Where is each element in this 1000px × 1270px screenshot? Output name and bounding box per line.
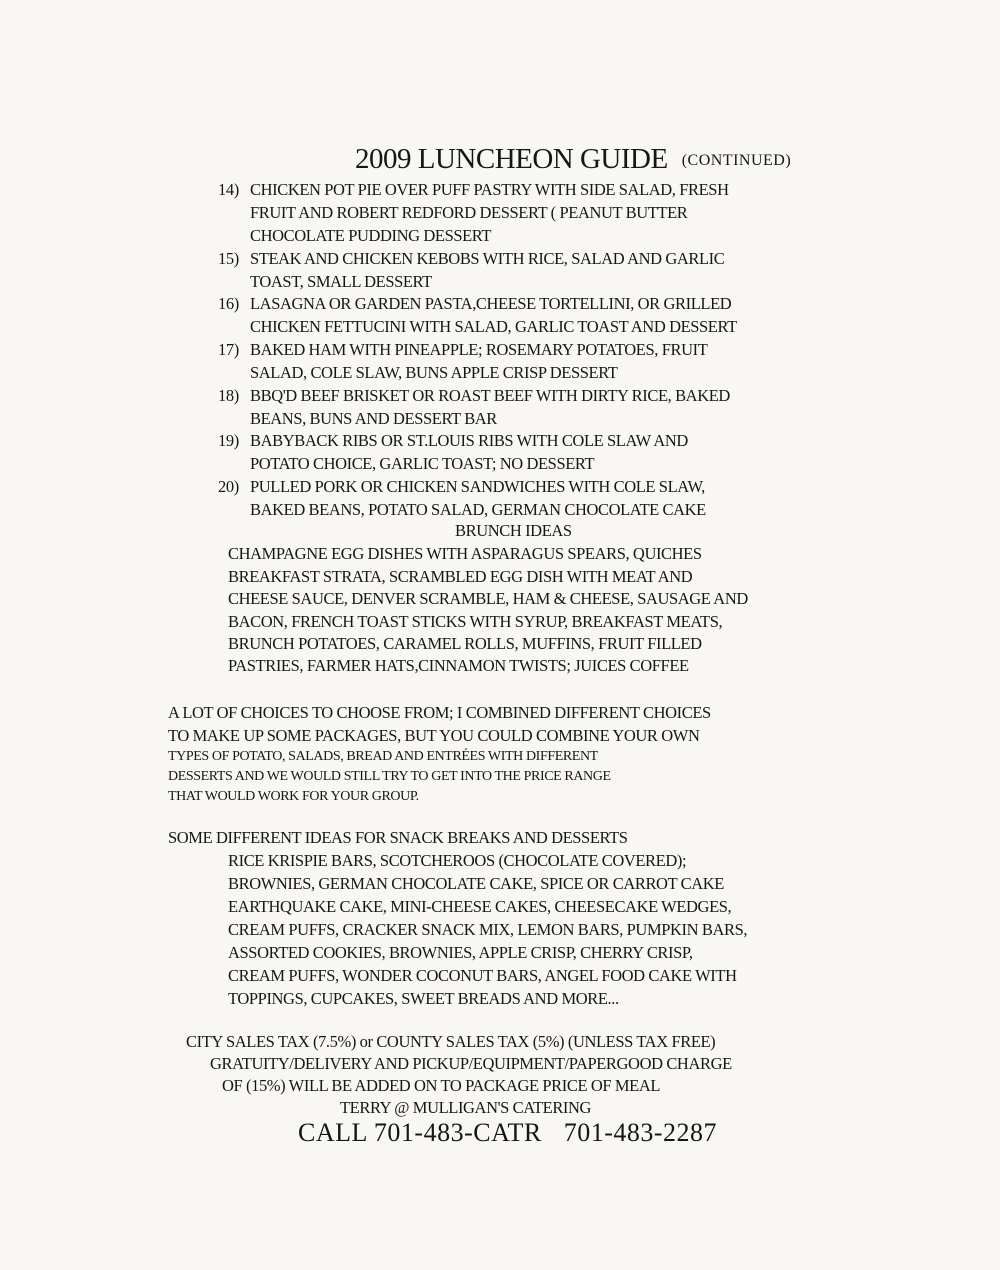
snacks-line: CREAM PUFFS, WONDER COCONUT BARS, ANGEL FOOD CAKE WITH — [228, 966, 737, 985]
menu-item-19-number: 19) — [218, 431, 239, 450]
menu-item-18-number: 18) — [218, 386, 239, 405]
snacks-line: BROWNIES, GERMAN CHOCOLATE CAKE, SPICE OR CARROT CAKE — [228, 874, 724, 893]
phone-number-2: 701-483-2287 — [563, 1118, 718, 1147]
choices-line: TO MAKE UP SOME PACKAGES, BUT YOU COULD COMBINE YOUR OWN — [168, 726, 700, 745]
caterer-name: TERRY @ MULLIGAN'S CATERING — [340, 1098, 592, 1117]
brunch-line: CHEESE SAUCE, DENVER SCRAMBLE, HAM & CHEESE, SAUSAGE AND — [228, 589, 748, 608]
contact-line — [298, 1118, 717, 1148]
menu-item-16-number: 16) — [218, 294, 239, 313]
snacks-line: TOPPINGS, CUPCAKES, SWEET BREADS AND MORE... — [228, 989, 619, 1008]
tax-note-line: OF (15%) WILL BE ADDED ON TO PACKAGE PRICE OF MEAL — [222, 1076, 661, 1095]
menu-item-14-line-1: 14) CHICKEN POT PIE OVER PUFF PASTRY WITH SIDE SALAD, FRESH — [218, 180, 729, 199]
snacks-line: EARTHQUAKE CAKE, MINI-CHEESE CAKES, CHEESECAKE WEDGES, — [228, 897, 732, 916]
menu-item-14-line-2: FRUIT AND ROBERT REDFORD DESSERT ( PEANUT BUTTER — [250, 203, 688, 222]
menu-item-20-number: 20) — [218, 477, 239, 496]
menu-item-20-line-2: BAKED BEANS, POTATO SALAD, GERMAN CHOCOLATE CAKE — [250, 500, 706, 519]
brunch-line: BREAKFAST STRATA, SCRAMBLED EGG DISH WITH MEAT AND — [228, 567, 693, 586]
page-title — [355, 143, 791, 176]
brunch-line: PASTRIES, FARMER HATS,CINNAMON TWISTS; JUICES COFFEE — [228, 656, 689, 675]
tax-note-line: GRATUITY/DELIVERY AND PICKUP/EQUIPMENT/PAPERGOOD CHARGE — [210, 1054, 732, 1073]
snacks-line: RICE KRISPIE BARS, SCOTCHEROOS (CHOCOLATE COVERED); — [228, 851, 687, 870]
title-text: 2009 LUNCHEON GUIDE — [355, 143, 668, 175]
tax-note-line: CITY SALES TAX (7.5%) or COUNTY SALES TAX (5%) (UNLESS TAX FREE) — [186, 1032, 716, 1051]
menu-item-20-line-1: 20) PULLED PORK OR CHICKEN SANDWICHES WITH COLE SLAW, — [218, 477, 705, 496]
menu-item-18-line-2: BEANS, BUNS AND DESSERT BAR — [250, 409, 497, 428]
snacks-line: CREAM PUFFS, CRACKER SNACK MIX, LEMON BARS, PUMPKIN BARS, — [228, 920, 748, 939]
menu-item-16-line-2: CHICKEN FETTUCINI WITH SALAD, GARLIC TOAST AND DESSERT — [250, 317, 737, 336]
brunch-line: BACON, FRENCH TOAST STICKS WITH SYRUP, BREAKFAST MEATS, — [228, 612, 723, 631]
title-continued-note: (CONTINUED) — [681, 152, 792, 169]
brunch-heading: BRUNCH IDEAS — [455, 521, 572, 540]
choices-line: THAT WOULD WORK FOR YOUR GROUP. — [168, 789, 419, 804]
menu-item-15-line-1: 15) STEAK AND CHICKEN KEBOBS WITH RICE, SALAD AND GARLIC — [218, 249, 725, 268]
snacks-line: ASSORTED COOKIES, BROWNIES, APPLE CRISP, CHERRY CRISP, — [228, 943, 693, 962]
menu-item-17-line-2: SALAD, COLE SLAW, BUNS APPLE CRISP DESSERT — [250, 363, 618, 382]
choices-line: TYPES OF POTATO, SALADS, BREAD AND ENTRÉES WITH DIFFERENT — [168, 749, 598, 764]
menu-item-17-line-1: 17) BAKED HAM WITH PINEAPPLE; ROSEMARY POTATOES, FRUIT — [218, 340, 708, 359]
choices-line: A LOT OF CHOICES TO CHOOSE FROM; I COMBINED DIFFERENT CHOICES — [168, 703, 711, 722]
menu-item-15-number: 15) — [218, 249, 239, 268]
menu-item-14-line-3: CHOCOLATE PUDDING DESSERT — [250, 226, 492, 245]
snacks-heading: SOME DIFFERENT IDEAS FOR SNACK BREAKS AND DESSERTS — [168, 828, 628, 847]
menu-item-16-line-1: 16) LASAGNA OR GARDEN PASTA,CHEESE TORTELLINI, OR GRILLED — [218, 294, 732, 313]
menu-item-19-line-2: POTATO CHOICE, GARLIC TOAST; NO DESSERT — [250, 454, 595, 473]
menu-item-19-line-1: 19) BABYBACK RIBS OR ST.LOUIS RIBS WITH COLE SLAW AND — [218, 431, 688, 450]
menu-item-18-line-1: 18) BBQ'D BEEF BRISKET OR ROAST BEEF WITH DIRTY RICE, BAKED — [218, 386, 730, 405]
call-label: CALL — [298, 1118, 367, 1147]
brunch-line: CHAMPAGNE EGG DISHES WITH ASPARAGUS SPEARS, QUICHES — [228, 544, 702, 563]
menu-item-17-number: 17) — [218, 340, 239, 359]
menu-item-14-number: 14) — [218, 180, 239, 199]
choices-line: DESSERTS AND WE WOULD STILL TRY TO GET INTO THE PRICE RANGE — [168, 769, 611, 784]
phone-number-1: 701-483-CATR — [373, 1118, 542, 1147]
menu-item-15-line-2: TOAST, SMALL DESSERT — [250, 272, 432, 291]
brunch-line: BRUNCH POTATOES, CARAMEL ROLLS, MUFFINS, FRUIT FILLED — [228, 634, 702, 653]
